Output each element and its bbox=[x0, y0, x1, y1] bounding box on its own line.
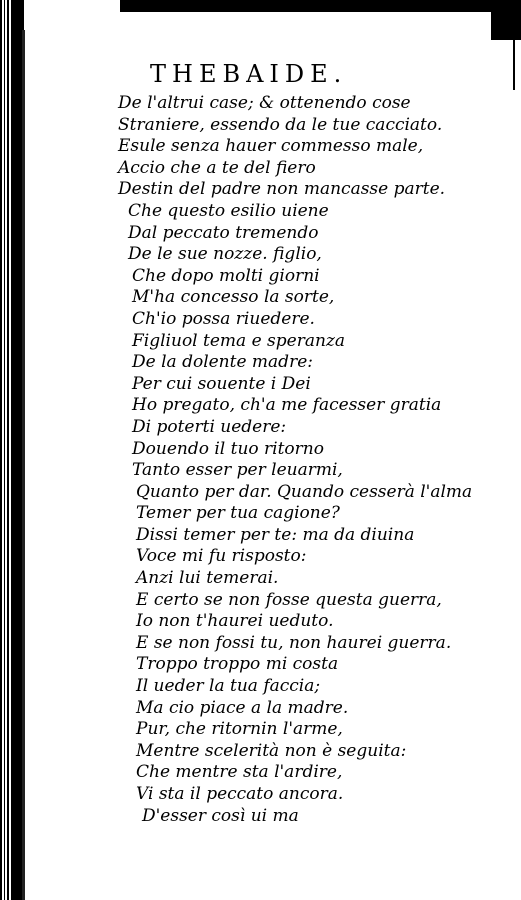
verse-line: Tanto esser per leuarmi, bbox=[132, 460, 343, 481]
verse-line: Voce mi fu risposto: bbox=[136, 546, 307, 567]
verse-line: Esule senza hauer commesso male, bbox=[118, 136, 424, 157]
page-corner-shadow bbox=[491, 0, 521, 40]
verse-line: Destin del padre non mancasse parte. bbox=[118, 179, 446, 200]
verse-line: Douendo il tuo ritorno bbox=[132, 438, 324, 459]
verse-line: D'esser così ui ma bbox=[142, 805, 299, 826]
verse-line: Accio che a te del fiero bbox=[118, 157, 316, 178]
verse-line: Che dopo molti giorni bbox=[132, 265, 320, 286]
verse-line: Ma cio piace a la madre. bbox=[136, 697, 349, 718]
page-top-shadow bbox=[120, 0, 521, 12]
verse-line: Dal peccato tremendo bbox=[128, 222, 319, 243]
page-edge-mark bbox=[509, 30, 515, 90]
verse-line: Dissi temer per te: ma da diuina bbox=[136, 524, 415, 545]
page-fold-line bbox=[22, 30, 25, 900]
verse-line: M'ha concesso la sorte, bbox=[132, 287, 335, 308]
verse-line: Mentre scelerità non è seguita: bbox=[136, 740, 407, 761]
verse-line: De la dolente madre: bbox=[132, 352, 313, 373]
verse-line: Temer per tua cagione? bbox=[136, 503, 340, 524]
verse-line: Quanto per dar. Quando cesserà l'alma bbox=[136, 481, 473, 502]
verse-line: Troppo troppo mi costa bbox=[136, 654, 339, 675]
verse-line: Pur, che ritornin l'arme, bbox=[136, 719, 343, 740]
verse-line: Straniere, essendo da le tue cacciato. bbox=[118, 114, 443, 135]
verse-line: Che questo esilio uiene bbox=[128, 200, 329, 221]
verse-line: Per cui souente i Dei bbox=[132, 373, 311, 394]
verse-line: De l'altrui case; & ottenendo cose bbox=[118, 93, 411, 113]
verse-line: Il ueder la tua faccia; bbox=[136, 676, 321, 697]
verse-line: Di poterti uedere: bbox=[132, 416, 287, 437]
verse-line: De le sue nozze. figlio, bbox=[128, 244, 322, 265]
verse-line: Ch'io possa riuedere. bbox=[132, 308, 315, 329]
running-head: THEBAIDE. bbox=[150, 60, 348, 88]
verse-line: Vi sta il peccato ancora. bbox=[136, 784, 344, 804]
verse-line: Ho pregato, ch'a me facesser gratia bbox=[132, 395, 442, 416]
verse-line: E se non fossi tu, non haurei guerra. bbox=[136, 632, 452, 653]
verse-line: Figliuol tema e speranza bbox=[132, 330, 345, 351]
verse-line: Anzi lui temerai. bbox=[136, 568, 279, 589]
verse-block bbox=[118, 93, 472, 827]
verse-line: E certo se non fosse questa guerra, bbox=[136, 589, 442, 610]
verse-line: Io non t'haurei ueduto. bbox=[136, 611, 334, 632]
verse-line: Che mentre sta l'ardire, bbox=[136, 762, 343, 783]
